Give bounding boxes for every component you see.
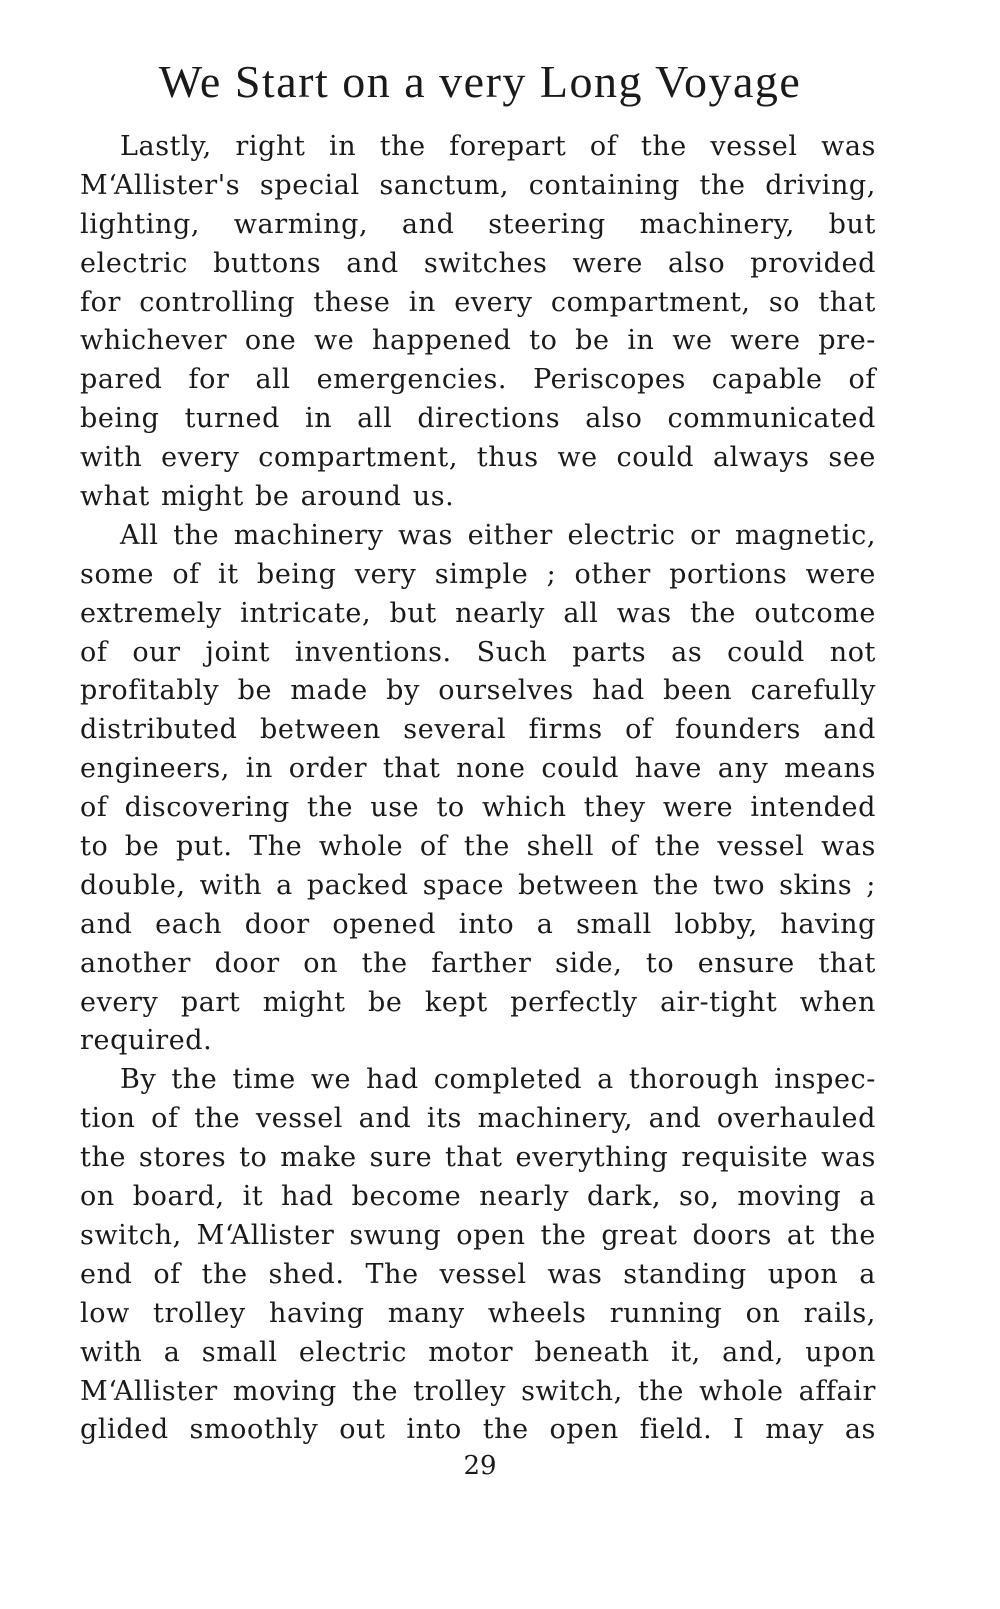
text-line: lighting, warming, and steering machinery, but — [80, 208, 876, 240]
text-line: glided smoothly out into the open field. I may as — [80, 1414, 876, 1446]
text-line: another door on the farther side, to ensure that — [80, 947, 876, 979]
text-line: tion of the vessel and its machinery, and overhauled — [80, 1103, 876, 1135]
text-line: switch, M‘Allister swung open the great doors at the — [80, 1219, 876, 1251]
body-text — [80, 128, 876, 1450]
text-line: what might be around us. — [80, 481, 455, 513]
text-line: every part might be kept perfectly air-tight when — [80, 986, 876, 1018]
text-line: with every compartment, thus we could always see — [80, 442, 876, 474]
text-line: the stores to make sure that everything requisite was — [80, 1142, 876, 1174]
text-line: whichever one we happened to be in we were pre- — [80, 325, 876, 357]
text-line: extremely intricate, but nearly all was the outcome — [80, 597, 876, 629]
text-line: end of the shed. The vessel was standing upon a — [80, 1258, 876, 1290]
text-line: All the machinery was either electric or magnetic, — [120, 519, 876, 551]
text-line: being turned in all directions also communicated — [80, 403, 876, 435]
text-line: electric buttons and switches were also provided — [80, 247, 876, 279]
text-line: profitably be made by ourselves had been carefully — [80, 675, 876, 707]
text-line: distributed between several firms of founders and — [80, 714, 876, 746]
text-line: and each door opened into a small lobby, having — [80, 908, 876, 940]
text-line: for controlling these in every compartment, so that — [80, 286, 876, 318]
text-line: pared for all emergencies. Periscopes capable of — [80, 364, 876, 396]
text-line: Lastly, right in the forepart of the vessel was — [120, 131, 876, 162]
text-line: double, with a packed space between the two skins ; — [80, 869, 876, 901]
page-number: 29 — [463, 1451, 497, 1481]
text-line: required. — [80, 1025, 213, 1057]
text-line: on board, it had become nearly dark, so, moving a — [80, 1181, 876, 1213]
text-line: engineers, in order that none could have any means — [80, 753, 876, 785]
text-line: of discovering the use to which they were intended — [80, 792, 876, 824]
text-line: with a small electric motor beneath it, and, upon — [80, 1336, 876, 1368]
text-line: low trolley having many wheels running on rails, — [80, 1297, 876, 1329]
text-line: to be put. The whole of the shell of the vessel was — [80, 831, 876, 863]
text-line: of our joint inventions. Such parts as could not — [80, 636, 876, 668]
running-head: We Start on a very Long Voyage — [158, 56, 802, 107]
text-line: M‘Allister's special sanctum, containing the driving, — [80, 169, 876, 201]
text-line: By the time we had completed a thorough inspec- — [120, 1064, 876, 1096]
text-line: M‘Allister moving the trolley switch, the whole affair — [80, 1375, 876, 1407]
text-line: some of it being very simple ; other portions were — [80, 558, 876, 590]
